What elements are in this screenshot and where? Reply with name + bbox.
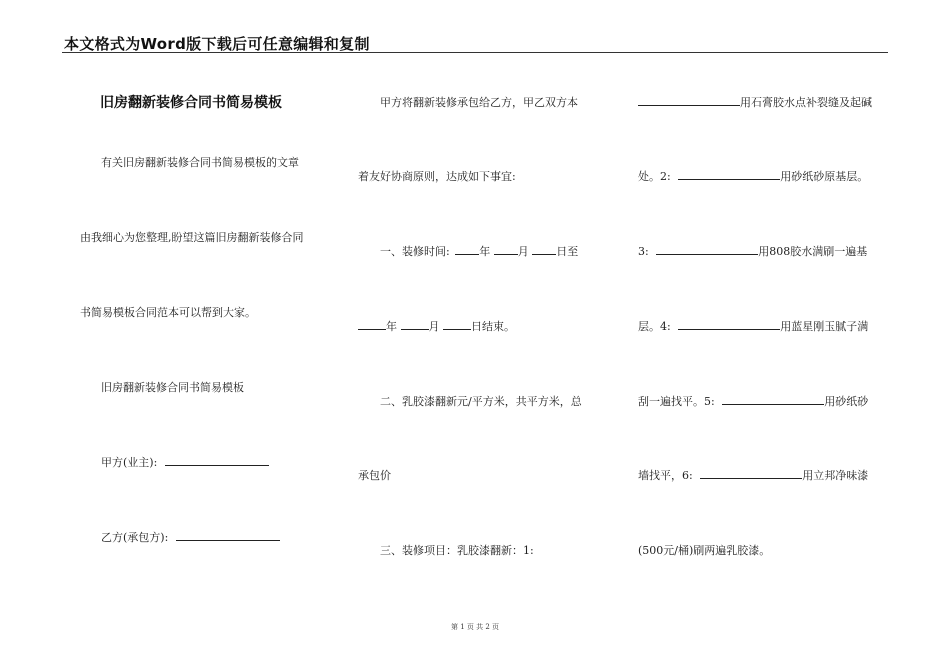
end-year-unit: 年	[386, 320, 397, 333]
col3-text-1: 用石膏胶水点补裂缝及起碱	[740, 96, 872, 109]
col2-line-1: 甲方将翻新装修承包给乙方，甲乙双方本	[380, 96, 578, 109]
col3-text-3: 用808胶水满刷一遍基	[758, 245, 868, 258]
decoration-time-row	[380, 243, 578, 259]
col3-row-3	[638, 243, 867, 259]
col3-blank-4	[678, 318, 780, 330]
intro-line-2: 由我细心为您整理,盼望这篇旧房翻新装修合同	[80, 231, 304, 244]
col3-label-6: 墙找平，6:	[638, 469, 693, 482]
party-a-blank	[165, 454, 269, 466]
party-a-row	[101, 454, 269, 470]
col3-text-5: 用砂纸砂	[824, 395, 869, 408]
intro-line-3: 书简易模板合同范本可以帮到大家。	[80, 306, 256, 319]
party-b-label: 乙方(承包方):	[101, 531, 169, 544]
col3-row-6	[638, 467, 868, 483]
page-number: 第 1 页 共 2 页	[450, 623, 500, 631]
start-year-blank	[455, 243, 479, 255]
col3-label-4: 层。4:	[638, 320, 671, 333]
end-month-blank	[401, 318, 429, 330]
template-subtitle: 旧房翻新装修合同书简易模板	[101, 381, 244, 394]
start-day-blank	[532, 243, 556, 255]
header-divider	[62, 52, 888, 53]
end-year-blank	[358, 318, 386, 330]
col3-row-4	[638, 318, 868, 334]
header-title: 本文格式为Word版下载后可任意编辑和复制	[64, 35, 370, 53]
end-month-unit: 月	[428, 320, 440, 333]
col3-text-2: 用砂纸砂原基层。	[780, 170, 869, 183]
col3-blank-2	[678, 168, 780, 180]
col3-blank-5	[722, 393, 824, 405]
col3-text-6: 用立邦净味漆	[802, 469, 869, 482]
party-b-blank	[176, 529, 280, 541]
end-day-blank	[443, 318, 471, 330]
intro-line-1: 有关旧房翻新装修合同书简易模板的文章	[101, 156, 299, 169]
col2-line-2: 着友好协商原则，达成如下事宜:	[358, 170, 516, 183]
start-month-blank	[494, 243, 518, 255]
col3-blank-3	[656, 243, 758, 255]
col3-label-5: 刮一遍找平。5:	[638, 395, 715, 408]
col3-row-1	[638, 94, 872, 110]
party-b-row	[101, 529, 280, 545]
col2-line-5: 二、乳胶漆翻新元/平方米，共平方米，总	[380, 395, 582, 408]
col3-label-3: 3:	[638, 245, 649, 258]
col3-blank-6	[700, 467, 802, 479]
start-day-unit: 日至	[556, 245, 579, 258]
col3-row-5	[638, 393, 868, 409]
document-title: 旧房翻新装修合同书简易模板	[100, 95, 282, 111]
col3-label-2: 处。2:	[638, 170, 671, 183]
col3-row-2	[638, 168, 868, 184]
start-year-unit: 年	[479, 245, 491, 258]
end-day-unit: 日结束。	[471, 320, 515, 333]
col3-blank-1	[638, 94, 740, 106]
decoration-time-label: 一、装修时间:	[380, 245, 450, 258]
col3-text-4: 用蓝星刚玉腻子满	[780, 320, 869, 333]
col3-row-7: (500元/桶)刷两遍乳胶漆。	[638, 544, 771, 557]
start-month-unit: 月	[517, 245, 529, 258]
col2-line-7: 三、装修项目：乳胶漆翻新：1:	[380, 544, 534, 557]
col2-line-6: 承包价	[358, 469, 391, 482]
end-date-row	[358, 318, 515, 334]
party-a-label: 甲方(业主):	[101, 456, 158, 469]
